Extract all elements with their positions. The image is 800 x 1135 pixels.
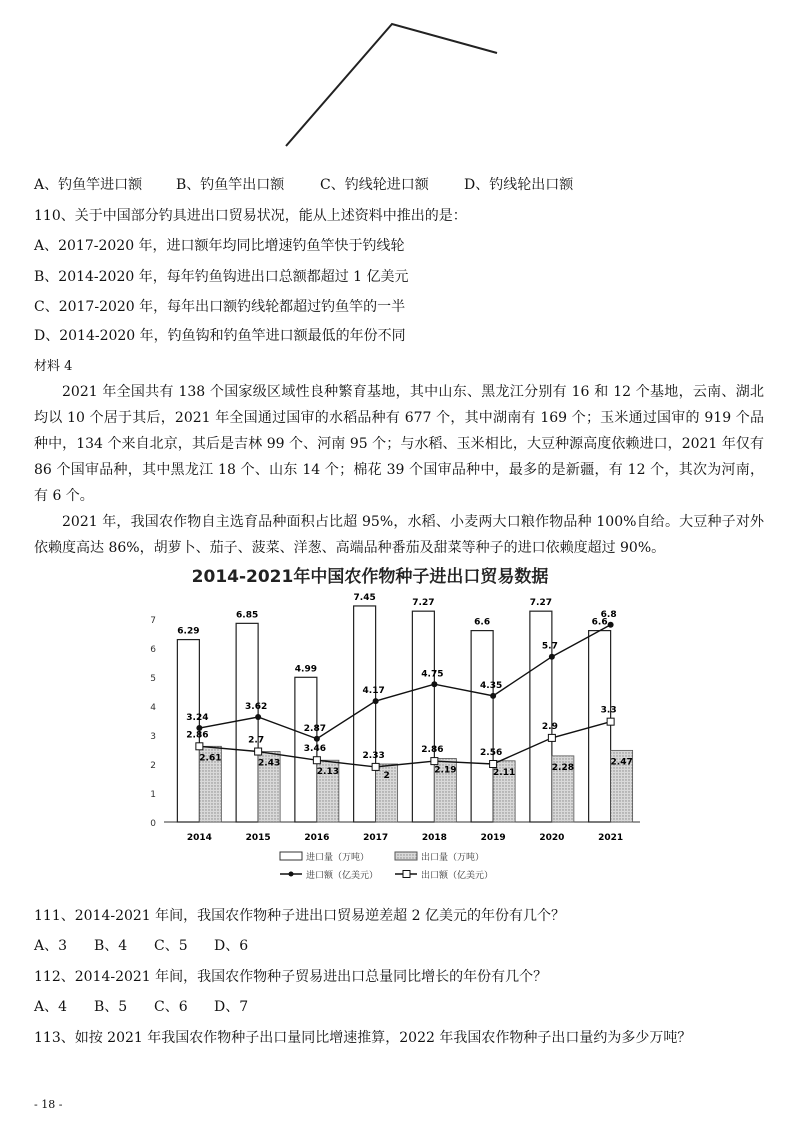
import-value-label: 4.35: [480, 680, 503, 691]
import-value-label: 2.87: [303, 723, 326, 734]
import-volume-label: 7.27: [529, 598, 552, 609]
import-value-label: 6.8: [600, 609, 617, 620]
y-tick-label: 3: [150, 732, 156, 742]
material-label: 材料 4: [34, 359, 73, 374]
import-volume-label: 6.6: [591, 617, 608, 628]
q113-stem: 113、如按 2021 年我国农作物种子出口量同比增速推算，2022 年我国农作物种子出口量约为多少万吨？: [34, 1030, 692, 1046]
x-tick-label: 2018: [421, 833, 447, 843]
previous-chart-line: [286, 24, 497, 146]
import-volume-label: 4.99: [294, 664, 317, 675]
q109-option-b[interactable]: B、钓鱼竿出口额: [176, 177, 285, 193]
x-tick-label: 2017: [363, 833, 389, 843]
q112-option-d[interactable]: D、7: [214, 999, 249, 1015]
q111-option-d[interactable]: D、6: [214, 938, 249, 954]
import-value-point: [608, 622, 614, 628]
export-value-label: 3.3: [600, 705, 617, 716]
export-volume-label: 2.28: [551, 762, 574, 773]
x-tick-label: 2019: [480, 833, 506, 843]
y-tick-label: 4: [150, 703, 156, 713]
q112-option-a[interactable]: A、4: [34, 999, 68, 1015]
export-value-point: [490, 761, 497, 768]
x-tick-label: 2014: [186, 833, 212, 843]
q109-option-d[interactable]: D、钓线轮出口额: [464, 177, 574, 193]
export-value-label: 2.56: [480, 748, 503, 758]
export-value-label: 2.9: [541, 721, 558, 732]
export-value-label: 2.33: [362, 750, 385, 761]
import-value-point: [431, 681, 437, 687]
q109-option-c[interactable]: C、钓线轮进口额: [320, 177, 429, 193]
export-volume-label: 2.47: [610, 757, 633, 768]
y-tick-label: 1: [150, 790, 156, 800]
import-volume-label: 6.29: [177, 626, 200, 637]
export-volume-label: 2.43: [258, 758, 281, 769]
export-value-point: [196, 743, 203, 750]
q111-options: [34, 935, 248, 955]
y-tick-label: 0: [150, 819, 156, 829]
export-value-point: [372, 763, 379, 770]
export-value-point: [607, 718, 614, 725]
material-paragraph-1: 2021 年全国共有 138 个国家级区域性良种繁育基地，其中山东、黑龙江分别有 16 和 12 个基地，云南、湖北均以 10 个居于其后，2021 年全国通过国审的水稻品种有 677 个，其中湖南有 169 个；玉米通过国审的 919 个品种中，134 个来自北京，其后是吉林 99 个、河南 95 个；与水稻、玉米相比，大豆种源高度依赖进口，2021 年仅有 86 个国审品种，其中黑龙江 18 个、山东 14 个；棉花 39 个国审品种中，最多的是新疆，有 12 个，其次为河南，有 6 个。: [34, 384, 764, 504]
import-value-point: [373, 698, 379, 704]
export-volume-label: 2.61: [199, 753, 222, 764]
legend-export-value-text: 出口额（亿美元）: [421, 871, 494, 881]
export-volume-label: 2: [383, 771, 390, 781]
q110-option-d[interactable]: D、2014-2020 年，钓鱼钩和钓鱼竿进口额最低的年份不同: [34, 328, 406, 344]
q110-stem: 110、关于中国部分钓具进出口贸易状况，能从上述资料中推出的是：: [34, 208, 467, 224]
export-value-point: [255, 748, 262, 755]
import-value-point: [549, 654, 555, 660]
legend-import-value-text: 进口额（亿美元）: [306, 871, 379, 881]
import-value-point: [490, 693, 496, 699]
import-volume-bar: [354, 606, 376, 822]
x-tick-label: 2015: [245, 833, 271, 843]
q110-option-a[interactable]: A、2017-2020 年，进口额年均同比增速钓鱼竿快于钓线轮: [34, 238, 405, 254]
export-volume-label: 2.13: [316, 767, 339, 778]
material-paragraph-2: 2021 年，我国农作物自主选育品种面积占比超 95%，水稻、小麦两大口粮作物品种 100%自给。大豆种子对外依赖度高达 86%，胡萝卜、茄子、菠菜、洋葱、高端品种番茄及甜菜等种子的进口依赖度超过 90%。: [34, 514, 764, 556]
export-value-label: 2.86: [186, 730, 209, 741]
export-value-point: [431, 758, 438, 765]
x-tick-label: 2021: [598, 833, 624, 843]
import-volume-label: 7.45: [353, 592, 376, 603]
q112-stem: 112、2014-2021 年间，我国农作物种子贸易进出口总量同比增长的年份有几个？: [34, 969, 548, 985]
q112-options: [34, 996, 248, 1016]
import-value-label: 5.7: [541, 641, 558, 652]
legend-export-volume-text: 出口量（万吨）: [421, 853, 485, 863]
export-value-label: 3.46: [303, 744, 326, 755]
export-volume-label: 2.11: [493, 767, 516, 778]
legend-import-volume-text: 进口量（万吨）: [306, 853, 370, 863]
import-volume-bar: [236, 623, 258, 822]
y-tick-label: 7: [150, 616, 156, 626]
import-value-point: [255, 714, 261, 720]
q111-option-b[interactable]: B、4: [94, 938, 128, 954]
q110-option-b[interactable]: B、2014-2020 年，每年钓鱼钩进出口总额都超过 1 亿美元: [34, 269, 409, 285]
q110-option-c[interactable]: C、2017-2020 年，每年出口额钓线轮都超过钓鱼竿的一半: [34, 299, 406, 315]
x-tick-label: 2020: [539, 833, 565, 843]
y-tick-label: 5: [150, 674, 156, 684]
import-volume-label: 6.6: [474, 617, 491, 628]
import-value-label: 4.75: [421, 669, 444, 680]
q109-options: [34, 174, 573, 194]
chart-title: 2014-2021年中国农作物种子进出口贸易数据: [191, 567, 549, 587]
q111-stem: 111、2014-2021 年间，我国农作物种子进出口贸易逆差超 2 亿美元的年份有几个？: [34, 908, 565, 924]
q112-option-b[interactable]: B、5: [94, 999, 128, 1015]
q111-option-c[interactable]: C、5: [154, 938, 188, 954]
import-volume-bar: [412, 611, 434, 822]
export-value-label: 2.86: [421, 745, 444, 756]
y-tick-label: 2: [150, 761, 156, 771]
q109-option-a[interactable]: A、钓鱼竿进口额: [34, 177, 143, 193]
legend-export-volume-swatch: [395, 852, 417, 860]
legend-import-volume-swatch: [280, 852, 302, 860]
previous-chart-fragment: [0, 0, 800, 160]
legend-import-value-marker: [289, 872, 294, 877]
legend-export-value-marker: [403, 871, 410, 878]
export-volume-label: 2.19: [434, 765, 457, 776]
import-volume-label: 7.27: [412, 598, 435, 609]
x-tick-label: 2016: [304, 833, 330, 843]
export-value-label: 2.7: [248, 735, 265, 746]
import-value-label: 3.24: [186, 713, 209, 724]
seed-trade-chart: [130, 560, 670, 885]
import-value-label: 4.17: [362, 686, 385, 697]
import-volume-label: 6.85: [236, 610, 259, 621]
y-tick-label: 6: [150, 645, 156, 655]
import-value-label: 3.62: [245, 702, 268, 713]
import-value-point: [314, 736, 320, 742]
page-number: - 18 -: [34, 1098, 63, 1111]
q111-option-a[interactable]: A、3: [34, 938, 68, 954]
export-value-point: [548, 734, 555, 741]
export-value-point: [313, 757, 320, 764]
q112-option-c[interactable]: C、6: [154, 999, 188, 1015]
import-volume-bar: [471, 631, 493, 822]
